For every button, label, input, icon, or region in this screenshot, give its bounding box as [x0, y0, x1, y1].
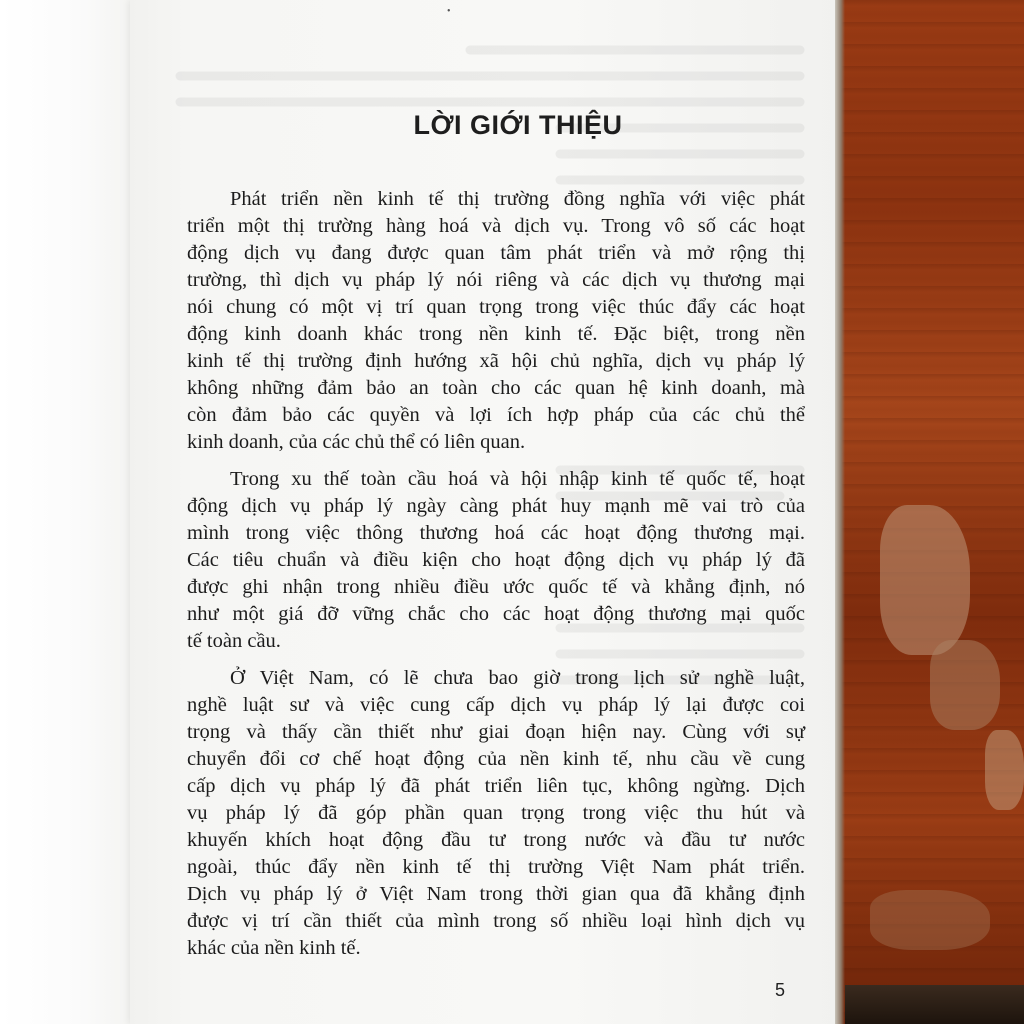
text-line: mình trong việc thông thương hoá các hoạt động thương mại.	[187, 522, 805, 544]
text-line: kinh doanh, của các chủ thể có liên quan.	[187, 431, 526, 453]
text-line: động dịch vụ pháp lý ngày càng phát huy mạnh mẽ vai trò của	[187, 495, 805, 517]
text-line: vụ pháp lý đã góp phần quan trọng trong việc thu hút và	[187, 802, 805, 824]
text-line: Ở Việt Nam, có lẽ chưa bao giờ trong lịch sử nghề luật,	[230, 667, 805, 689]
text-line: động kinh doanh khác trong nền kinh tế. Đặc biệt, trong nền	[187, 323, 805, 345]
text-line: động dịch vụ đang được quan tâm phát triển và mở rộng thị	[187, 242, 805, 264]
text-line: Trong xu thế toàn cầu hoá và hội nhập kinh tế quốc tế, hoạt	[230, 468, 805, 490]
text-line: còn đảm bảo các quyền và lợi ích hợp pháp của các chủ thể	[187, 404, 805, 426]
page-title: LỜI GIỚI THIỆU	[413, 110, 623, 140]
text-line: khác của nền kinh tế.	[187, 937, 361, 959]
page-left-margin	[0, 0, 130, 1024]
text-line: khuyến khích hoạt động đầu tư trong nước và đầu tư nước	[187, 829, 805, 851]
wood-worn-patch	[870, 890, 990, 950]
text-line: trọng và thấy cần thiết như giai đoạn hiện nay. Cùng với sự	[187, 721, 805, 743]
text-line: Phát triển nền kinh tế thị trường đồng nghĩa với việc phát	[230, 188, 805, 210]
body-text	[187, 186, 805, 972]
wood-worn-patch	[985, 730, 1024, 810]
paragraph-2	[187, 466, 805, 655]
text-line: được ghi nhận trong nhiều điều ước quốc tế và khẳng định, nó	[187, 576, 805, 598]
dark-shadow-corner	[845, 985, 1024, 1024]
text-line: triển một thị trường hàng hoá và dịch vụ. Trong vô số các hoạt	[187, 215, 805, 237]
text-line: tế toàn cầu.	[187, 630, 281, 652]
text-line: Các tiêu chuẩn và điều kiện cho hoạt động dịch vụ pháp lý đã	[187, 549, 805, 571]
page-number: 5	[775, 980, 786, 1000]
text-line: trường, thì dịch vụ pháp lý nói riêng và các dịch vụ thương mại	[187, 269, 805, 291]
wood-worn-patch	[880, 505, 970, 655]
text-line: Dịch vụ pháp lý ở Việt Nam trong thời gian qua đã khẳng định	[187, 883, 805, 905]
text-line: nói chung có một vị trí quan trọng trong việc thúc đẩy các hoạt	[187, 296, 805, 318]
wood-worn-patch	[930, 640, 1000, 730]
print-mark: •	[447, 6, 451, 17]
paragraph-3	[187, 665, 805, 962]
page-edge	[835, 0, 845, 1024]
text-line: nghề luật sư và việc cung cấp dịch vụ pháp lý lại được coi	[187, 694, 805, 716]
text-line: như một giá đỡ vững chắc cho các hoạt động thương mại quốc	[187, 603, 805, 625]
text-line: kinh tế thị trường định hướng xã hội chủ nghĩa, dịch vụ pháp lý	[187, 350, 805, 372]
text-line: không những đảm bảo an toàn cho các quan hệ kinh doanh, mà	[187, 377, 805, 399]
text-line: ngoài, thúc đẩy nền kinh tế thị trường Việt Nam phát triển.	[187, 856, 805, 878]
text-line: chuyển đổi cơ chế hoạt động của nền kinh tế, nhu cầu về cung	[187, 748, 805, 770]
text-line: được vị trí cần thiết của mình trong số nhiều loại hình dịch vụ	[187, 910, 805, 932]
paragraph-1	[187, 186, 805, 456]
text-line: cấp dịch vụ pháp lý đã phát triển liên tục, không ngừng. Dịch	[187, 775, 805, 797]
